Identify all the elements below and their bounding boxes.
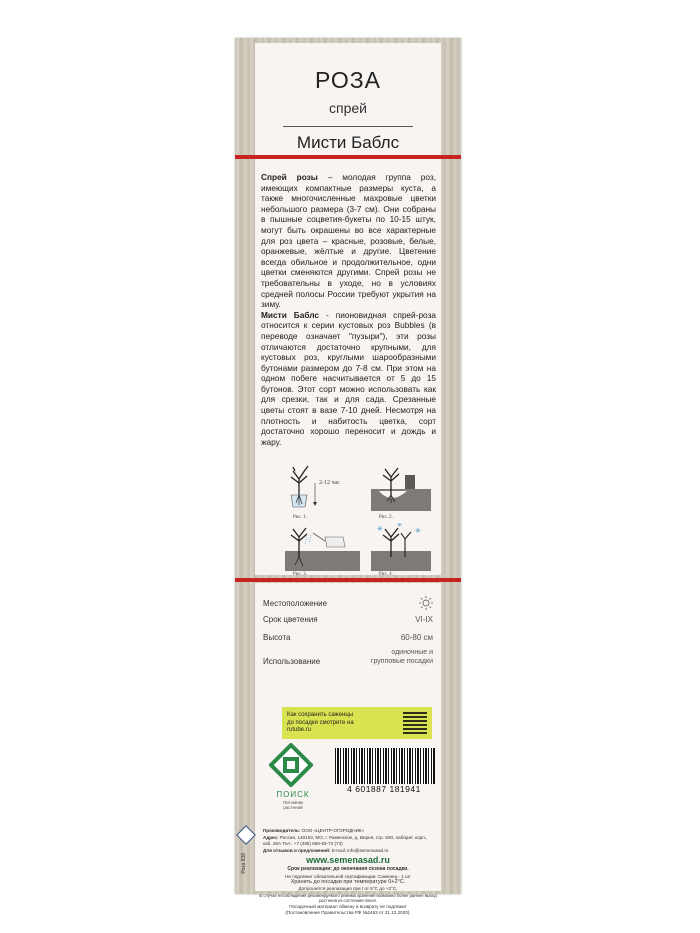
variety-name: Мисти Баблс: [296, 133, 400, 152]
svg-text:✳: ✳: [397, 523, 403, 529]
info-height: [263, 633, 433, 645]
footer-line-6: Посадочный материал обмену и возврату не подлежит: [289, 904, 407, 909]
side-code: Роза 938: [241, 853, 247, 874]
barcode: [335, 748, 435, 784]
footer-line-5: В случае несоблюдения рекомендуемого режима хранения возможно более раннее выход растения из состояния покоя.: [259, 893, 437, 903]
svg-text:✳: ✳: [377, 525, 383, 533]
description-text: [261, 172, 436, 447]
promo-text: [287, 712, 392, 735]
location-label: Местоположение: [263, 599, 328, 608]
storage-promo-box: [282, 707, 432, 739]
figure-4-caption: Рис. 4.: [379, 572, 393, 577]
producer-info: [263, 828, 435, 854]
footer-line-1: Срок реализации: до окончания сезона посадки.: [287, 866, 409, 872]
promo-line-1: Как сохранить саженцы: [287, 712, 354, 718]
footer-line-3: Хранить до посадки при температуре 0+2°С.: [290, 879, 406, 885]
promo-line-3: rutube.ru: [287, 727, 312, 733]
product-subtitle: спрей: [329, 100, 367, 116]
feedback-label: Для отзывов и предложений:: [263, 847, 331, 853]
seed-packet: [235, 38, 461, 915]
producer-label: Производитель:: [263, 828, 301, 833]
brand-sub-2: растений: [283, 805, 303, 810]
footer-line-4: Допускается реализация при t от 5°С до +2°С.: [298, 886, 398, 891]
packet-info-panel: [255, 583, 441, 891]
figure-1-caption: Рис. 1.: [293, 515, 307, 520]
producer-value: ООО «ЦЕНТР-ОГОРОДНИК»: [300, 828, 365, 833]
info-use: [263, 649, 433, 675]
soak-time-label: 2-12 час: [319, 480, 340, 486]
desc-para-2: - пионовидная спрей-роза относится к серии кустовых роз Bubbles (в переводе означает "пузыри"), эти розы отличаются достаточно крупными, для кустовых роз, круглыми шарообразными бутонами размером до 7-8 см. При этом на одном побеге насчитывается от 5 до 15 бутонов. Этот сорт можно использовать как для срезки, так и для сада. Срезанные цветы стоят в вазе 7-10 дней. Несмотря на плотность и набитость цветка, сорт достаточно хорошо переносит и дождь и жару.: [261, 309, 436, 447]
height-label: Высота: [263, 633, 291, 642]
desc-para-1: – молодая группа роз, имеющих компактные размеры куста, а также многочисленные махровые цветки небольшого размера (3-7 см). Они собраны в пышные соцветия-букеты по 10-15 штук, могут быть окрашены во все характерные для роз цвета – красные, розовые, белые, оранжевые, жёлтые и другие. Цветение всегда обильное и продолжительное, одни цветки сменяются другими. Спрей розы не требовательны в уходе, но в условиях средней полосы России требуют укрытия на зиму.: [261, 172, 437, 310]
address-line: [263, 835, 435, 848]
planting-figure-1: [285, 465, 345, 513]
bloom-label: Срок цветения: [263, 615, 318, 624]
footer-line-2: Не подлежит обязательной сертификации. Саженец - 1 шт: [285, 874, 411, 879]
promo-line-2: до посадки смотрите на: [287, 719, 354, 726]
qr-code[interactable]: [403, 710, 427, 734]
footer-line-7: (Постановление Правительства РФ №2463 от 31.12.2020).: [285, 910, 411, 915]
planting-figure-2: [371, 461, 431, 511]
title-divider: [283, 126, 413, 127]
barcode-number: 4 601887 181941: [347, 784, 421, 794]
top-red-stripe: [235, 155, 461, 159]
packet-front-panel: [255, 43, 441, 575]
bloom-value: VI-IX: [415, 615, 433, 624]
svg-text:✳: ✳: [415, 527, 421, 535]
bottom-red-stripe: [235, 578, 461, 582]
use-value-2: групповые посадки: [370, 658, 433, 665]
feedback-line: [263, 848, 435, 855]
brand-sub-1: Питомник: [282, 800, 304, 805]
planting-figure-3: [285, 523, 360, 573]
brand-subtitle: [265, 800, 321, 810]
brand-name: ПОИСК: [276, 790, 310, 799]
address-label: Адрес:: [263, 834, 279, 840]
figure-2-caption: Рис. 2.: [379, 515, 393, 520]
recycle-diamond-icon: [236, 825, 256, 845]
info-location: [263, 599, 433, 611]
height-value: 60-80 см: [400, 633, 433, 642]
address-value: Россия, 140153, МО, г. Раменское, д. Верея, стр. 500, лаборат. корп., каб. 28А Тел.: +7 (495) 660-93-72 (73): [263, 834, 428, 846]
info-bloom: [263, 615, 433, 627]
planting-figure-4: [371, 523, 431, 573]
feedback-value: E-mail: info@semenasad.ru: [330, 847, 389, 853]
use-label: Использование: [263, 657, 321, 666]
poisk-logo-icon: [269, 743, 313, 787]
sun-icon: [419, 596, 433, 610]
use-value-1: одиночные и: [391, 649, 433, 656]
website-link[interactable]: www.semenasad.ru: [306, 855, 390, 865]
desc-term-2: Мисти Баблс: [261, 309, 320, 320]
desc-term-1: Спрей розы: [261, 172, 318, 182]
figure-3-caption: Рис. 3.: [293, 572, 307, 577]
product-title: РОЗА: [315, 67, 381, 93]
